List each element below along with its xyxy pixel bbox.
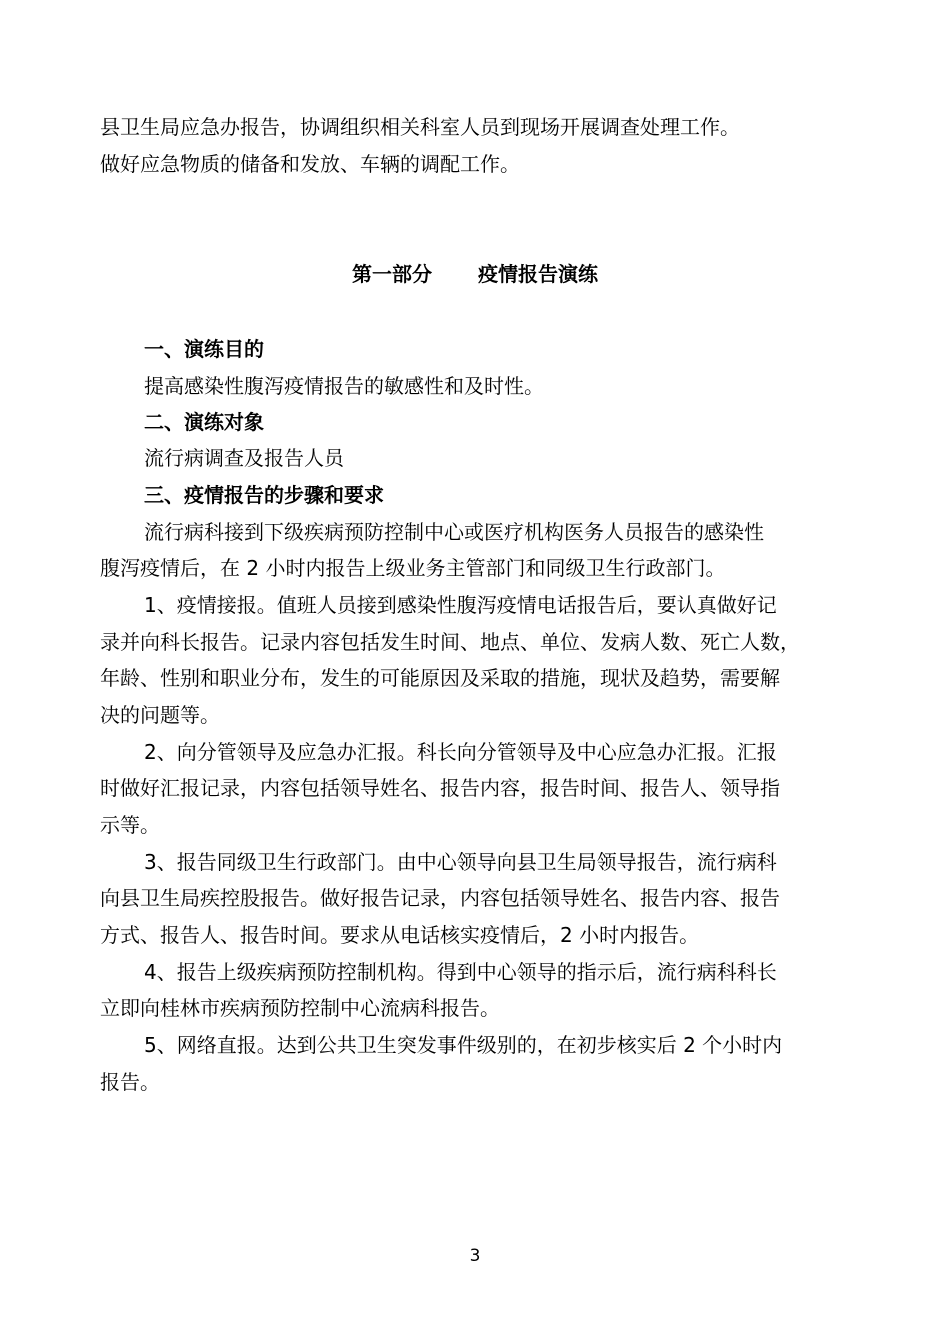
- paragraph-line: 报告。: [100, 1070, 160, 1094]
- section-heading: 二、演练对象: [144, 410, 264, 434]
- paragraph-line: 立即向桂林市疾病预防控制中心流病科报告。: [100, 996, 500, 1020]
- paragraph-line: 流行病科接到下级疾病预防控制中心或医疗机构医务人员报告的感染性: [144, 520, 764, 544]
- body-line: 县卫生局应急办报告，协调组织相关科室人员到现场开展调查处理工作。: [100, 115, 740, 139]
- paragraph-line: 4、报告上级疾病预防控制机构。得到中心领导的指示后，流行病科科长: [144, 960, 777, 984]
- paragraph-line: 方式、报告人、报告时间。要求从电话核实疫情后，2 小时内报告。: [100, 923, 700, 947]
- section-title-part: 第一部分: [352, 262, 432, 286]
- paragraph-line: 决的问题等。: [100, 703, 220, 727]
- page-number: 3: [469, 1246, 481, 1266]
- paragraph-line: 向县卫生局疾控股报告。做好报告记录，内容包括领导姓名、报告内容、报告: [100, 886, 780, 910]
- section-text: 流行病调查及报告人员: [144, 446, 344, 470]
- paragraph-line: 3、报告同级卫生行政部门。由中心领导向县卫生局领导报告，流行病科: [144, 850, 777, 874]
- paragraph-line: 2、向分管领导及应急办汇报。科长向分管领导及中心应急办汇报。汇报: [144, 740, 777, 764]
- section-heading: 一、演练目的: [144, 337, 264, 361]
- section-text: 提高感染性腹泻疫情报告的敏感性和及时性。: [144, 374, 544, 398]
- paragraph-line: 腹泻疫情后，在 2 小时内报告上级业务主管部门和同级卫生行政部门。: [100, 556, 726, 580]
- paragraph-line: 1、疫情接报。值班人员接到感染性腹泻疫情电话报告后，要认真做好记: [144, 593, 777, 617]
- paragraph-line: 5、网络直报。达到公共卫生突发事件级别的，在初步核实后 2 个小时内: [144, 1033, 783, 1057]
- paragraph-line: 时做好汇报记录，内容包括领导姓名、报告内容，报告时间、报告人、领导指: [100, 776, 780, 800]
- paragraph-line: 录并向科长报告。记录内容包括发生时间、地点、单位、发病人数、死亡人数，: [100, 630, 800, 654]
- body-line: 做好应急物质的储备和发放、车辆的调配工作。: [100, 152, 520, 176]
- section-heading: 三、疫情报告的步骤和要求: [144, 483, 384, 507]
- section-title-name: 疫情报告演练: [478, 262, 598, 286]
- paragraph-line: 示等。: [100, 813, 160, 837]
- section-title: [0, 262, 950, 286]
- paragraph-line: 年龄、性别和职业分布，发生的可能原因及采取的措施，现状及趋势，需要解: [100, 666, 780, 690]
